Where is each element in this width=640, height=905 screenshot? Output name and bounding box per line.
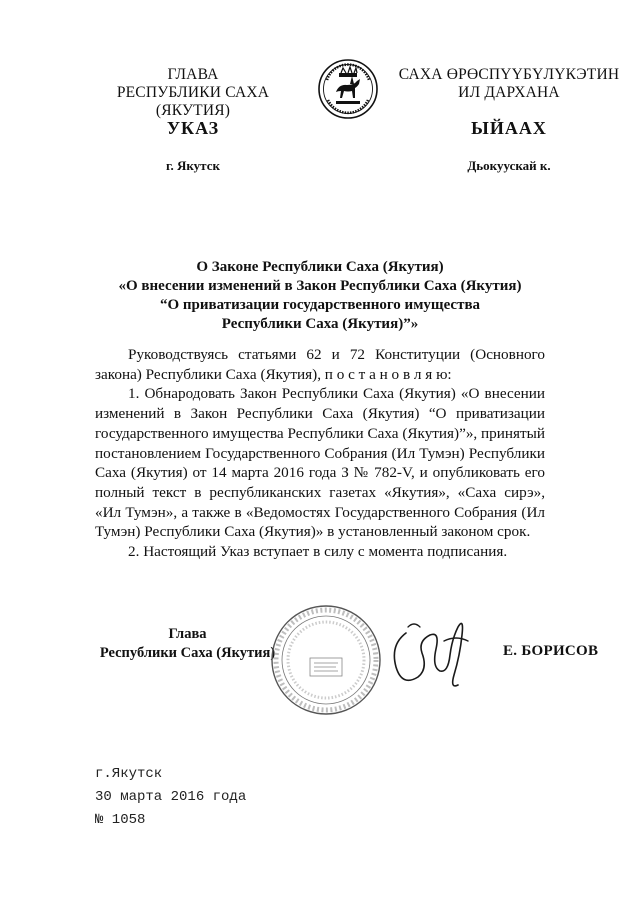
document-body (95, 345, 545, 562)
title-line1: О Законе Республики Саха (Якутия) (196, 259, 444, 275)
header-right-line2: ИЛ ДАРХАНА (458, 84, 560, 101)
doc-type-left: УКАЗ (166, 118, 220, 138)
signature-position-line2: Республики Саха (Якутия) (99, 645, 276, 661)
title-line3: “О приватизации государственного имущества (159, 297, 481, 313)
footer-number: № 1058 (95, 812, 146, 828)
city-right: Дьокуускай к. (467, 158, 551, 173)
body-item-2: 2. Настоящий Указ вступает в силу с момента подписания. (128, 543, 508, 561)
body-intro: Руководствуясь статьями 62 и 72 Конституции (Основного закона) Республики Саха (Якутия), п о с т а н о в л я ю: (95, 346, 545, 383)
document-title (0, 258, 640, 334)
footer-info (95, 763, 246, 832)
footer-city: г.Якутск (95, 766, 163, 782)
header-left-line2: РЕСПУБЛИКИ САХА (ЯКУТИЯ) (116, 84, 270, 119)
footer-date: 30 марта 2016 года (95, 789, 247, 805)
city-left: г. Якутск (166, 158, 220, 173)
header-left (78, 66, 308, 120)
header-right-line1: САХА ӨРӨСПҮҮБҮЛҮКЭТИН (398, 66, 620, 83)
header-left-line1: ГЛАВА (167, 66, 219, 83)
header-right (395, 66, 623, 102)
title-line4: Республики Саха (Якутия)”» (221, 316, 419, 332)
signature-position (95, 625, 280, 663)
coat-of-arms-emblem (317, 56, 379, 122)
signatory-name: Е. БОРИСОВ (503, 643, 599, 659)
body-item-1: 1. Обнародовать Закон Республики Саха (Якутия) «О внесении изменений в Закон Республики Саха (Якутия) “О приватизации государственного имущества Республики Саха (Якутия)”», принятый постановлением Государственного Собрания (Ил Тумэн) Республики Саха (Якутия) от 14 марта 2016 года З № 782-V, и опубликовать его полный текст в республиканских газетах «Якутия», «Саха сирэ», «Ил Тумэн», а также в «Ведомостях Государственного Собрания (Ил Тумэн) Республики Саха (Якутия)» в установленный законом срок. (95, 385, 545, 541)
official-seal (266, 600, 386, 720)
title-line2: «О внесении изменений в Закон Республики Саха (Якутия) (118, 278, 522, 294)
handwritten-signature (378, 605, 488, 700)
doc-type-right: ЫЙААХ (471, 118, 547, 138)
signature-position-line1: Глава (168, 626, 207, 642)
